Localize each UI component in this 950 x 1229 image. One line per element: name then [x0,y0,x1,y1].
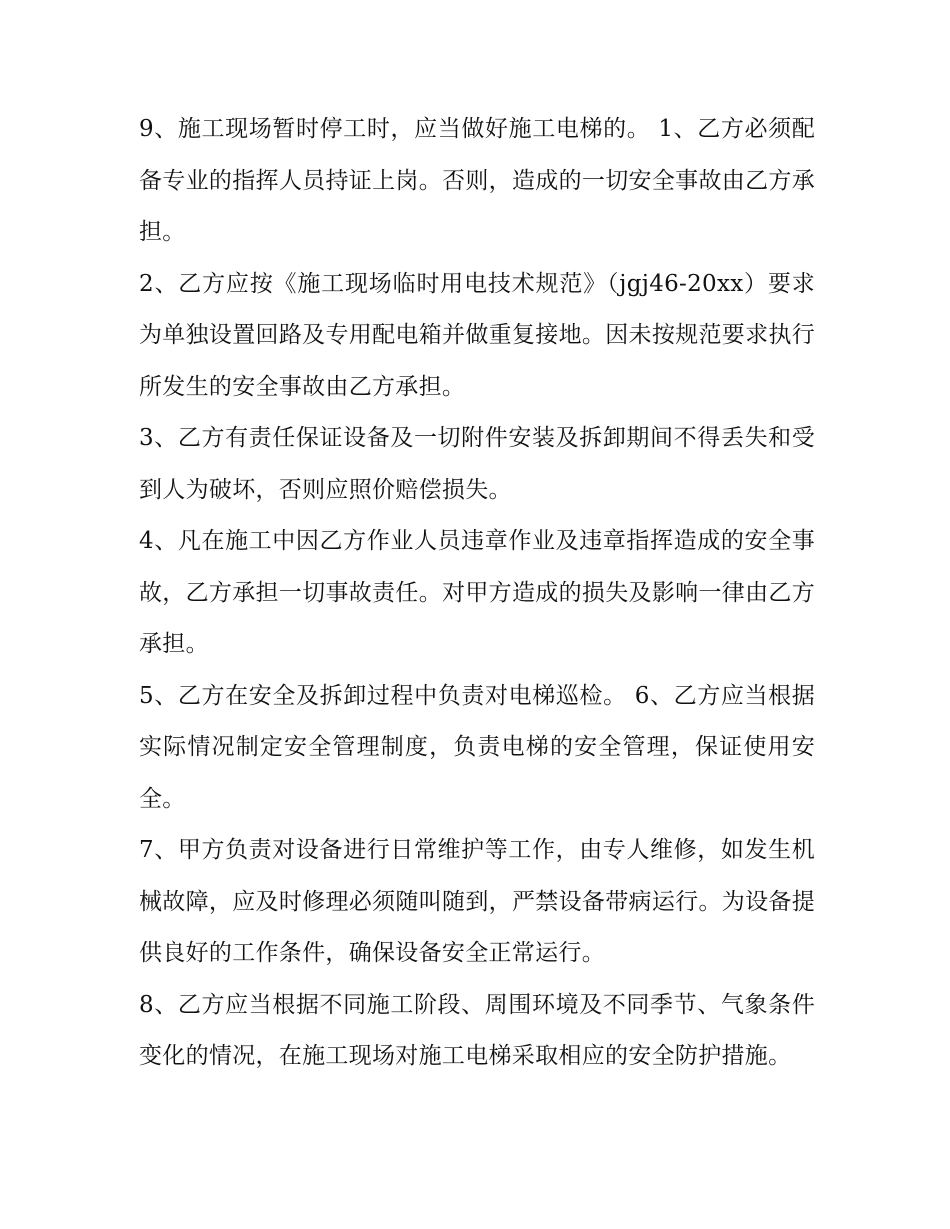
paragraph-item-7: 7、甲方负责对设备进行日常维护等工作，由专人维修，如发生机械故障，应及时修理必须随叫随到，严禁设备带病运行。为设备提供良好的工作条件，确保设备安全正常运行。 [139,837,815,966]
paragraph-item-4: 4、凡在施工中因乙方作业人员违章作业及违章指挥造成的安全事故，乙方承担一切事故责任。对甲方造成的损失及影响一律由乙方承担。 [139,528,815,657]
document-body [139,104,815,1083]
paragraph-item-2: 2、乙方应按《施工现场临时用电技术规范》（jgj46-20xx）要求为单独设置回路及专用配电箱并做重复接地。因未按规范要求执行所发生的安全事故由乙方承担。 [139,270,815,400]
paragraph-item-3: 3、乙方有责任保证设备及一切附件安装及拆卸期间不得丢失和受到人为破坏，否则应照价赔偿损失。 [139,425,815,503]
paragraph-item-9: 9、施工现场暂时停工时，应当做好施工电梯的。 1、乙方必须配备专业的指挥人员持证上岗。否则，造成的一切安全事故由乙方承担。 [139,116,815,245]
paragraph-item-5: 5、乙方在安全及拆卸过程中负责对电梯巡检。 6、乙方应当根据实际情况制定安全管理制度，负责电梯的安全管理，保证使用安全。 [139,682,815,812]
paragraph-item-8: 8、乙方应当根据不同施工阶段、周围环境及不同季节、气象条件变化的情况，在施工现场对施工电梯采取相应的安全防护措施。 [139,991,815,1069]
